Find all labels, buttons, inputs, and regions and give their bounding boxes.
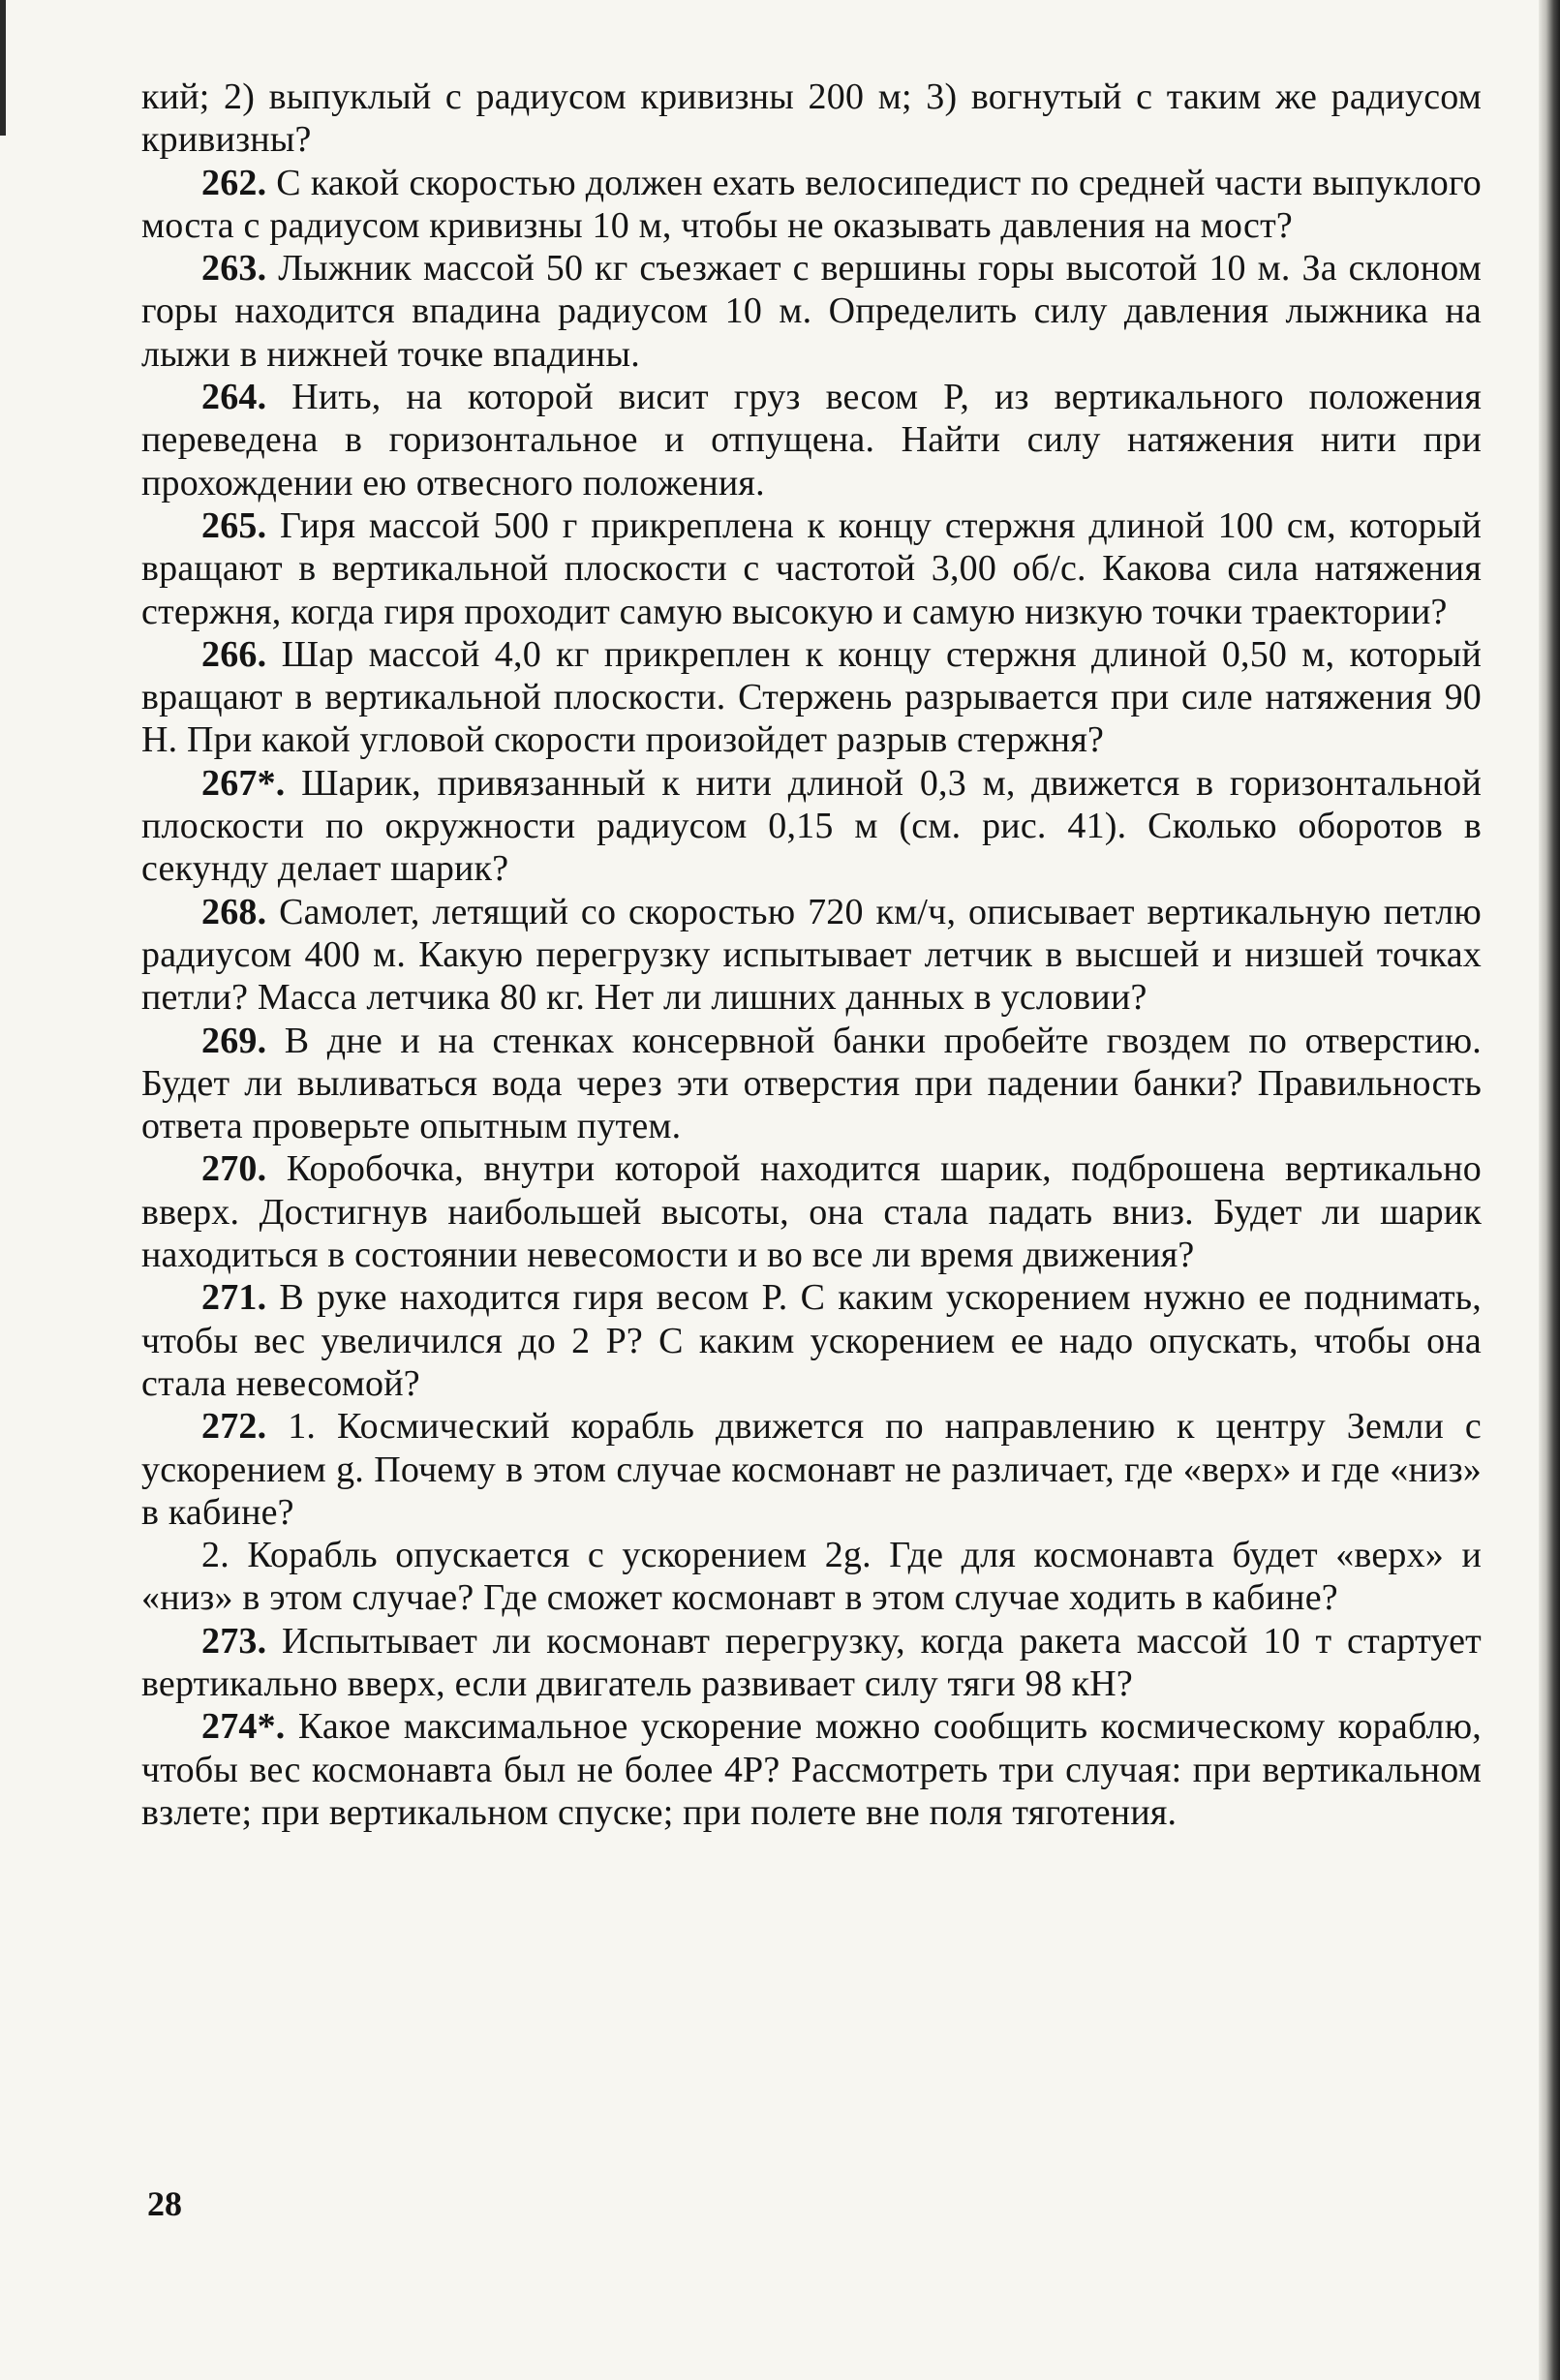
problem-263 <box>141 247 1482 376</box>
problem-number: 269. <box>201 1020 267 1061</box>
problem-text: Шарик, привязанный к нити длиной 0,3 м, движется в горизонтальной плоскости по окружности радиусом 0,15 м (см. рис. 41). Сколько оборотов в секунду делает шарик? <box>141 762 1482 890</box>
text-body <box>141 76 1482 1834</box>
problem-text: Шар массой 4,0 кг прикреплен к концу стержня длиной 0,50 м, который вращают в вертикальной плоскости. Стержень разрывается при силе натяжения 90 Н. При какой угловой скорости произойдет разрыв стержня? <box>141 633 1482 761</box>
problem-265 <box>141 504 1482 633</box>
problem-number: 268. <box>201 891 267 932</box>
problem-text: Испытывает ли космонавт перегрузку, когда ракета массой 10 т стартует вертикально вверх, если двигатель развивает силу тяги 98 кН? <box>141 1620 1482 1704</box>
problem-271 <box>141 1276 1482 1405</box>
problem-text: Коробочка, внутри которой находится шарик, подброшена вертикально вверх. Достигнув наибольшей высоты, она стала падать вниз. Будет ли шарик находиться в состоянии невесомости и во все ли время движения? <box>141 1148 1482 1276</box>
problem-number: 273. <box>201 1620 267 1662</box>
problem-267 <box>141 762 1482 891</box>
problem-text: В руке находится гиря весом P. С каким ускорением нужно ее поднимать, чтобы вес увеличился до 2 P? С каким ускорением ее надо опускать, чтобы она стала невесомой? <box>141 1277 1482 1404</box>
problem-text: 2. Корабль опускается с ускорением 2g. Где для космонавта будет «верх» и «низ» в этом случае? Где сможет космонавт в этом случае ходить в кабине? <box>141 1535 1482 1619</box>
problem-264 <box>141 376 1482 504</box>
problem-number: 274*. <box>201 1706 286 1748</box>
problem-273 <box>141 1620 1482 1706</box>
problem-number: 267*. <box>201 762 286 804</box>
problem-text: В дне и на стенках консервной банки пробейте гвоздем по отверстию. Будет ли выливаться вода через эти отверстия при падении банки? Правильность ответа проверьте опытным путем. <box>141 1020 1482 1147</box>
problem-274 <box>141 1705 1482 1834</box>
page-number: 28 <box>147 2184 182 2223</box>
problem-269 <box>141 1020 1482 1148</box>
problem-number: 262. <box>201 162 267 203</box>
problem-262 <box>141 162 1482 248</box>
problem-number: 270. <box>201 1148 267 1190</box>
problem-text: 1. Космический корабль движется по направлению к центру Земли с ускорением g. Почему в этом случае космонавт не различает, где «верх» и где «низ» в кабине? <box>141 1406 1482 1533</box>
continuation-paragraph: кий; 2) выпуклый с радиусом кривизны 200 м; 3) вогнутый с таким же радиусом кривизны? <box>141 76 1482 161</box>
problem-272-part-1 <box>141 1405 1482 1534</box>
problem-number: 264. <box>201 377 267 418</box>
scan-edge-right <box>1539 0 1560 2380</box>
problem-number: 266. <box>201 633 267 675</box>
problem-text: Лыжник массой 50 кг съезжает с вершины горы высотой 10 м. За склоном горы находится впадина радиусом 10 м. Определить силу давления лыжника на лыжи в нижней точке впадины. <box>141 248 1482 375</box>
problem-268 <box>141 891 1482 1020</box>
problem-text: Самолет, летящий со скоростью 720 км/ч, описывает вертикальную петлю радиусом 400 м. Какую перегрузку испытывает летчик в высшей и низшей точках петли? Масса летчика 80 кг. Нет ли лишних данных в условии? <box>141 891 1482 1019</box>
problem-266 <box>141 633 1482 762</box>
problem-text: Гиря массой 500 г прикреплена к концу стержня длиной 100 см, который вращают в вертикальной плоскости с частотой 3,00 об/с. Какова сила натяжения стержня, когда гиря проходит самую высокую и самую низкую точки траектории? <box>141 504 1482 632</box>
problem-number: 271. <box>201 1277 267 1319</box>
problem-number: 272. <box>201 1406 267 1448</box>
problem-text: Нить, на которой висит груз весом P, из вертикального положения переведена в горизонтальное и отпущена. Найти силу натяжения нити при прохождении ею отвесного положения. <box>141 377 1482 503</box>
scan-edge-left <box>0 0 6 136</box>
problem-text: С какой скоростью должен ехать велосипедист по средней части выпуклого моста с радиусом кривизны 10 м, чтобы не оказывать давления на мост? <box>141 162 1482 246</box>
problem-number: 265. <box>201 504 267 546</box>
problem-number: 263. <box>201 248 267 290</box>
problem-270 <box>141 1147 1482 1276</box>
problem-text: Какое максимальное ускорение можно сообщить космическому кораблю, чтобы вес космонавта был не более 4P? Рассмотреть три случая: при вертикальном взлете; при вертикальном спуске; при полете вне поля тяготения. <box>141 1706 1482 1833</box>
problem-272-part-2 <box>141 1534 1482 1620</box>
